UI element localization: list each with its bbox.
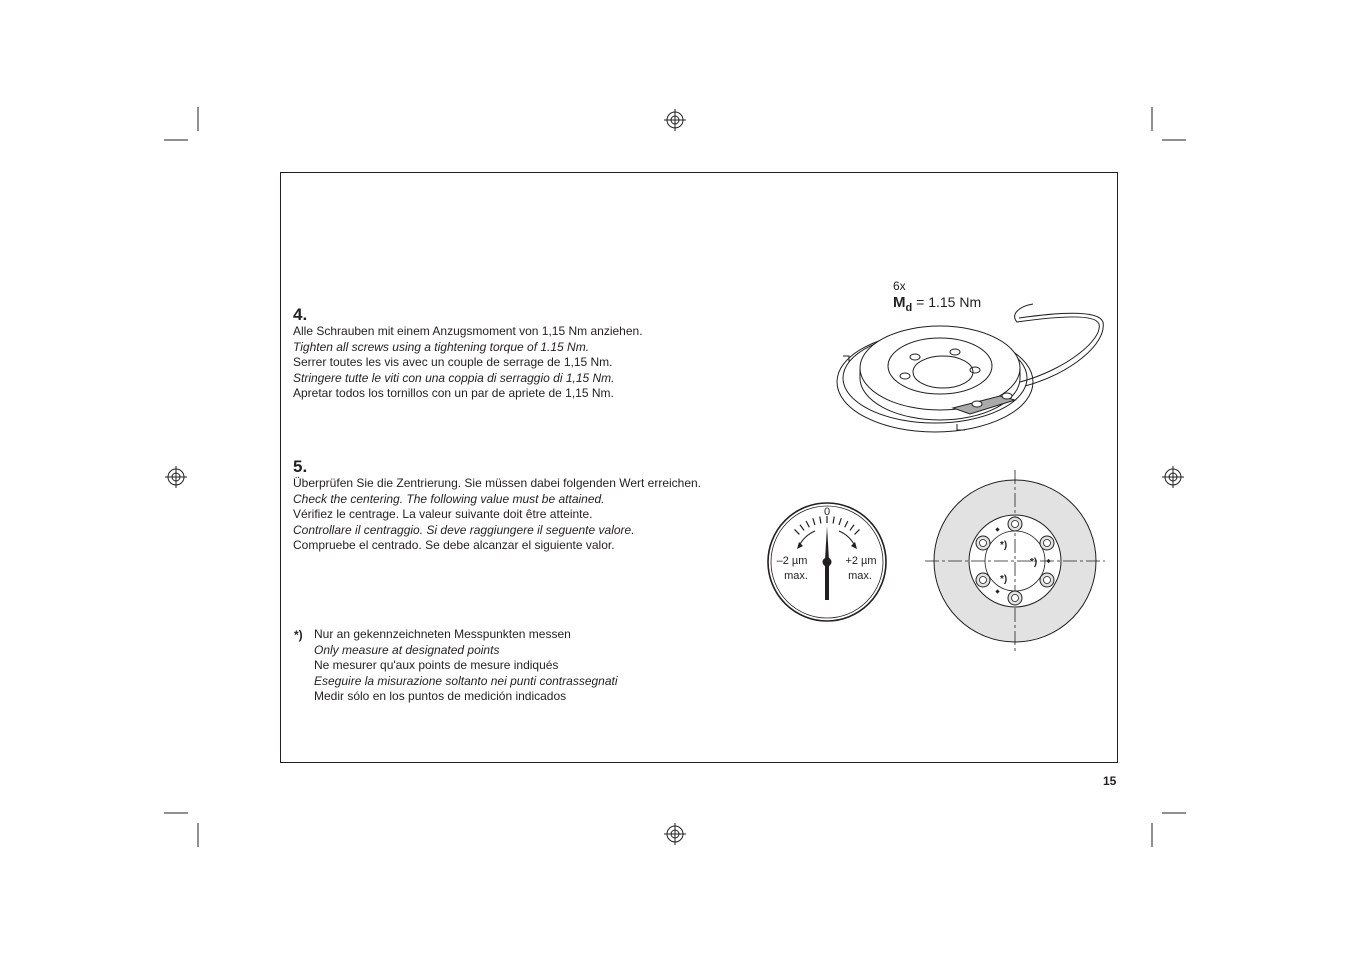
step-5-es: Compruebe el centrado. Se debe alcanzar el siguiente valor. [293, 538, 615, 552]
disc-marker-bottom: *) [1000, 574, 1008, 585]
gauge-left-sub: max. [784, 570, 808, 582]
registration-mark-bottom [664, 823, 686, 845]
registration-mark-left [165, 466, 187, 488]
gauge-tick [806, 521, 809, 527]
step-4-fr: Serrer toutes les vis avec un couple de serrage de 1,15 Nm. [293, 355, 613, 369]
dial-gauge [765, 500, 890, 625]
gauge-right-label: +2 µm [845, 555, 877, 567]
step-4-en: Tighten all screws using a tightening torque of 1.15 Nm. [293, 339, 590, 354]
step-5-it: Controllare il centraggio. Si deve raggiungere il seguente valore. [293, 522, 635, 537]
footnote-fr: Ne mesurer qu'aux points de mesure indiqués [314, 658, 559, 672]
step-4-de: Alle Schrauben mit einem Anzugsmoment von 1,15 Nm anziehen. [293, 324, 643, 338]
torque-count: 6x [893, 279, 906, 293]
gauge-tick [794, 529, 799, 534]
step-4 [293, 306, 643, 402]
gauge-tick [800, 525, 804, 531]
disc-measuring-points [925, 470, 1105, 652]
step-4-es: Apretar todos los tornillos con un par de apriete de 1,15 Nm. [293, 386, 614, 400]
step-4-it: Stringere tutte le viti con una coppia di serraggio di 1,15 Nm. [293, 370, 615, 385]
gauge-left-label: –2 µm [776, 555, 808, 567]
gauge-tick [820, 517, 821, 524]
footnote [314, 627, 618, 705]
step-4-number: 4. [293, 305, 308, 324]
step-5 [293, 458, 701, 554]
footnote-es: Medir sólo en los puntos de medición indicados [314, 689, 567, 703]
footnote-it: Eseguire la misurazione soltanto nei punti contrassegnati [314, 673, 618, 688]
gauge-right-sub: max. [848, 570, 872, 582]
gauge-tick [839, 518, 841, 525]
step-5-number: 5. [293, 457, 308, 476]
page-number: 15 [1103, 774, 1117, 788]
gauge-tick [813, 518, 815, 525]
torque-subscript: d [905, 301, 913, 314]
gauge-tick [850, 525, 854, 531]
torque-symbol: M [893, 294, 906, 311]
disc-marker-right: *) [1030, 557, 1038, 568]
step-5-en: Check the centering. The following value must be attained. [293, 491, 605, 506]
footnote-marker: *) [294, 628, 303, 642]
gauge-tick [855, 529, 860, 534]
footnote-de: Nur an gekennzeichneten Messpunkten messen [314, 627, 571, 641]
gauge-zero-label: 0 [823, 506, 831, 518]
gauge-tick [833, 517, 834, 524]
footnote-en: Only measure at designated points [314, 642, 500, 657]
gauge-tick [845, 521, 848, 527]
registration-mark-top [664, 109, 686, 131]
disc-marker-top: *) [1000, 540, 1008, 551]
registration-mark-right [1162, 466, 1184, 488]
encoder-assembly-illustration [835, 300, 1110, 440]
step-5-de: Überprüfen Sie die Zentrierung. Sie müssen dabei folgenden Wert erreichen. [293, 476, 702, 490]
torque-value: = 1.15 Nm [916, 294, 982, 310]
step-5-fr: Vérifiez le centrage. La valeur suivante doit être atteinte. [293, 507, 593, 521]
